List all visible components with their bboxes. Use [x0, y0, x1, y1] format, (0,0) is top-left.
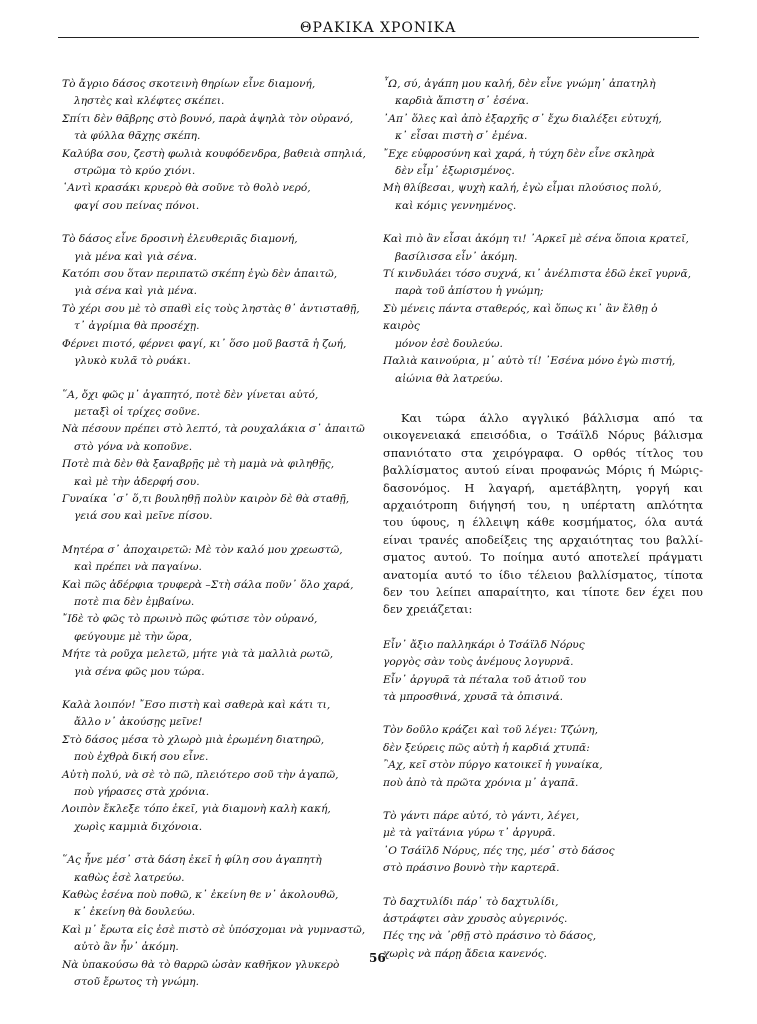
commentary-paragraph — [383, 410, 703, 619]
poem-continuation — [383, 76, 703, 388]
verse-line: Τὸ γάντι πάρε αὐτό, τὸ γάντι, λέγει, — [383, 810, 580, 823]
prose-line: είναι τρανές αποδείξεις της αρχαιότητας του βαλλί- — [383, 532, 703, 547]
verse-line: καὶ μὲ τὴν ἀδερφή σου. — [74, 475, 200, 488]
verse-line: κ᾽ εἶσαι πιστὴ σ᾽ ἐμένα. — [395, 130, 528, 143]
verse-line: στὸ γόνα νὰ κοποῦνε. — [74, 440, 193, 453]
verse-line: γιὰ σένα φῶς μου τώρα. — [74, 665, 205, 678]
verse-line: κ᾽ ἐκείνη θὰ δουλεύω. — [74, 906, 196, 919]
prose-line: οικογενειακά επεισόδια, ο Τσάϊλδ Νόρυς βάλισμα — [383, 428, 703, 443]
verse-line: Φέρνει πιοτό, φέρνει φαγί, κι᾽ ὅσο μοῦ βαστᾶ ἡ ζωή, — [62, 337, 347, 350]
verse-line: Νὰ πέσουν πρέπει στὸ λεπτό, τὰ ρουχαλάκια σ᾽ ἀπαιτῶ — [62, 423, 365, 436]
stanza — [383, 231, 703, 388]
verse-line: στὸ πράσινο βουνὸ τὴν καρτερᾶ. — [383, 862, 560, 875]
verse-line: Καθὼς ἐσένα ποὺ ποθῶ, κ᾽ ἐκείνη θε ν᾽ ἀκολουθῶ, — [62, 889, 339, 902]
verse-line: Ποτὲ πιὰ δὲν θὰ ξαναβρῇς μὲ τὴ μαμὰ νὰ φιληθῇς, — [62, 458, 335, 471]
verse-line: καιρὸς — [383, 320, 420, 333]
stanza — [62, 697, 370, 836]
verse-line: ποὺ ἀπὸ τὰ πρῶτα χρόνια μ᾽ ἀγαπᾶ. — [383, 776, 579, 789]
verse-line: Αὐτὴ πολύ, νὰ σὲ τὸ πῶ, πλειότερο σοῦ τὴν ἀγαπῶ, — [62, 768, 339, 781]
verse-line: παρὰ τοῦ ἀπίστου ἡ γνώμη; — [395, 285, 544, 298]
prose-line: δασονόμος. Η λαγαρή, αμετάβλητη, γοργή και — [383, 480, 703, 495]
verse-line: Καὶ μ᾽ ἔρωτα εἰς ἐσὲ πιστὸ σὲ ὑπόσχομαι νὰ γυμναστῶ, — [62, 923, 366, 936]
verse-line: φαγί σου πείνας πόνοι. — [74, 199, 200, 212]
prose-line: σπανιότατο στα χειρόγραφα. Ο ορθός τίτλος του — [383, 445, 703, 460]
prose-line: βαλλίσματος αυτού είναι προφανώς Μόρις ή Μώρις- — [383, 463, 703, 478]
verse-line: μεταξὶ οἱ τρίχες σοῦνε. — [74, 405, 201, 418]
verse-line: Καὶ πιὸ ἂν εἶσαι ἀκόμη τι! ᾽Αρκεῖ μὲ σένα ὅποια κρατεῖ, — [383, 233, 689, 246]
stanza — [383, 722, 703, 792]
verse-line: ᾽Ο Τσάϊλδ Νόρυς, πές της, μέσ᾽ στὸ δάσος — [383, 844, 615, 857]
verse-line: Νὰ ὑπακούσω θὰ τὸ θαρρῶ ὡσὰν καθῆκον γλυκερὸ — [62, 958, 340, 971]
verse-line: στοῦ ἔρωτος τὴ γνώμη. — [74, 976, 199, 989]
verse-line: τὰ φύλλα θᾶχῃς σκέπη. — [74, 130, 201, 143]
verse-line: ῞Ας ἦνε μέσ᾽ στὰ δάση ἐκεῖ ἡ φίλη σου ἀγαπητὴ — [62, 854, 322, 867]
verse-line: μὲ τὰ γαϊτάνια γύρω τ᾽ ἀργυρᾶ. — [383, 827, 556, 840]
prose-line: Και τώρα άλλο αγγλικό βάλλισμα από τα — [401, 410, 703, 425]
ballad-excerpt — [383, 637, 703, 964]
verse-line: τ᾽ ἀγρίμια θὰ προσέχῃ. — [74, 320, 200, 333]
stanza — [62, 76, 370, 215]
verse-line: ῎Ιδὲ τὸ φῶς τὸ πρωινὸ πῶς φώτισε τὸν οὐρανό, — [62, 613, 318, 626]
verse-line: ᾽Απ᾽ ὅλες καὶ ἀπὸ ἐξαρχῆς σ᾽ ἔχω διαλέξει εὐτυχή, — [383, 112, 662, 125]
verse-line: Σπίτι δὲν θᾶβρης στὸ βουνό, παρὰ ἀψηλὰ τὸν οὐρανό, — [62, 112, 354, 125]
page-number: 56 — [369, 951, 386, 965]
verse-line: ῞Α, ὄχι φῶς μ᾽ ἀγαπητό, ποτὲ δὲν γίνεται αὐτό, — [62, 388, 319, 401]
verse-line: ληστὲς καὶ κλέφτες σκέπει. — [74, 95, 225, 108]
prose-line: δεν του λείπει απαραίτητο, και τίποτε δεν έχει που — [383, 584, 703, 599]
verse-line: χωρὶς καμμιὰ διχόνοια. — [74, 820, 203, 833]
verse-line: Τὸ ἄγριο δάσος σκοτεινὴ θηρίων εἶνε διαμονή, — [62, 78, 316, 90]
verse-line: Παλιὰ καινούρια, μ᾽ αὐτὸ τί! ᾽Εσένα μόνο ἐγὼ πιστή, — [383, 355, 676, 368]
verse-line: δὲν εἶμ᾽ ἐξωρισμένος. — [395, 165, 515, 178]
verse-line: Τὸν δοῦλο κράζει καὶ τοῦ λέγει: Τζώνη, — [383, 724, 598, 737]
verse-line: Καλὰ λοιπόν! ῎Εσο πιστὴ καὶ σαθερὰ καὶ κάτι τι, — [62, 699, 331, 711]
verse-line: Μήτε τὰ ροῦχα μελετῶ, μήτε γιὰ τὰ μαλλιὰ ρωτῶ, — [62, 648, 334, 661]
verse-line: τὰ μπροσθινά, χρυσᾶ τὰ ὀπισινά. — [383, 691, 563, 703]
verse-line: Στὸ δάσος μέσα τὸ χλωρὸ μιὰ ἐρωμένη διατηρῶ, — [62, 733, 325, 746]
running-header: ΘΡΑΚΙΚΑ ΧΡΟΝΙΚΑ — [300, 20, 457, 36]
prose-line: δεν χρειάζεται: — [383, 602, 473, 617]
prose-line: σματος αυτού. Το ποίημα αυτό αποτελεί πράγματι — [383, 550, 703, 565]
verse-line: ποὺ ἐχθρὰ δική σου εἶνε. — [74, 751, 209, 764]
verse-line: καθὼς ἐσὲ λατρεύω. — [74, 871, 185, 884]
prose-line: του ύφους, η έλλειψη κάθε κοσμήματος, όλα αυτά — [383, 515, 703, 530]
stanza — [383, 637, 703, 707]
verse-line: ἀστράφτει σὰν χρυσὸς αὐγερινός. — [383, 913, 568, 926]
verse-line: ἄλλο ν᾽ ἀκούσῃς μεῖνε! — [74, 716, 203, 729]
verse-line: ῎Εχε εὐφροσύνη καὶ χαρά, ἡ τύχη δὲν εἶνε σκληρὰ — [383, 147, 655, 160]
verse-line: γλυκὸ κυλᾶ τὸ ρυάκι. — [74, 355, 191, 368]
verse-line: γειά σου καὶ μεῖνε πίσου. — [74, 510, 213, 523]
verse-line: Καλύβα σου, ζεστὴ φωλιὰ κουφόδενδρα, βαθειὰ σπηλιά, — [62, 147, 366, 160]
prose-line: αρχαιότροπη διήγησή του, η υπέρτατη απλότητα — [383, 497, 703, 512]
verse-line: καὶ κόμις γεννημένος. — [395, 199, 517, 212]
verse-line: χωρὶς νὰ πάρῃ ἄδεια κανενός. — [383, 947, 547, 960]
verse-line: Τὸ δαχτυλίδι πάρ᾽ τὸ δαχτυλίδι, — [383, 895, 559, 908]
verse-line: αὐτὸ ἂν ἦν᾽ ἀκόμη. — [74, 941, 179, 954]
verse-line: στρῶμα τὸ κρύο χιόνι. — [74, 165, 196, 178]
stanza — [383, 76, 703, 215]
stanza — [62, 852, 370, 991]
verse-line: γιὰ σένα καὶ γιὰ μένα. — [74, 285, 198, 298]
verse-line: Μὴ θλίβεσαι, ψυχὴ καλή, ἐγὼ εἶμαι πλούσιος πολύ, — [383, 182, 662, 195]
stanza — [62, 231, 370, 370]
verse-line: Λοιπὸν ἔκλεξε τόπο ἐκεῖ, γιὰ διαμονὴ καλὴ κακή, — [62, 803, 331, 816]
verse-line: ποὺ γήρασες στὰ χρόνια. — [74, 786, 210, 799]
stanza — [383, 894, 703, 964]
verse-line: Τί κινδυλάει τόσο συχνά, κι᾽ ἀνέλπιστα ἐδῶ ἐκεῖ γυρνᾶ, — [383, 268, 692, 281]
stanza — [62, 542, 370, 681]
stanza — [383, 808, 703, 878]
verse-line: γοργὸς σὰν τοὺς ἀνέμους λογυρνᾶ. — [383, 656, 574, 669]
verse-line: Μητέρα σ᾽ ἀποχαιρετῶ: Μὲ τὸν καλό μου χρεωστῶ, — [62, 543, 343, 556]
verse-line: αἰώνια θὰ λατρεύω. — [395, 372, 504, 385]
verse-line: Κατόπι σου ὅταν περιπατῶ σκέπη ἐγὼ δὲν ἀπαιτῶ, — [62, 268, 338, 281]
verse-line: Εἶν᾽ ἄξιο παλληκάρι ὁ Τσάϊλδ Νόρυς — [383, 638, 585, 651]
verse-line: ῾Αντὶ κρασάκι κρυερὸ θὰ σοῦνε τὸ θολὸ νερό, — [62, 182, 311, 195]
verse-line: φεύγουμε μὲ τὴν ὥρα, — [74, 630, 192, 643]
verse-line: Σὺ μένεις πάντα σταθερός, καὶ ὅπως κι᾽ ἂν ἔλθῃ ὁ — [383, 302, 658, 315]
verse-line: καρδιὰ ἄπιστη σ᾽ ἐσένα. — [395, 95, 529, 108]
verse-line: δὲν ξεύρεις πῶς αὐτὴ ἡ καρδιά χτυπᾶ: — [383, 741, 590, 754]
stanza — [62, 387, 370, 526]
prose-line: ανατομία αυτό το ίδιο τέλειου βαλλίσματος, τίποτα — [383, 567, 703, 582]
verse-line: Εἶν᾽ ἀργυρᾶ τὰ πέταλα τοῦ ἀτιοῦ του — [383, 673, 587, 686]
header-rule — [58, 37, 699, 38]
left-column — [62, 76, 370, 1008]
verse-line: ποτὲ πια δὲν ἐμβαίνω. — [74, 595, 195, 608]
verse-line: γιὰ μένα καὶ γιὰ σένα. — [74, 250, 198, 263]
verse-line: καὶ πρέπει νὰ παγαίνω. — [74, 561, 202, 574]
verse-line: Πές της νὰ ᾽ρθῇ στὸ πράσινο τὸ δάσος, — [383, 930, 597, 943]
verse-line: μόνον ἐσὲ δουλεύω. — [395, 337, 503, 350]
verse-line: Καὶ πῶς ἀδέρφια τρυφερὰ –Στὴ σάλα ποῦν᾽ ὅλο χαρά, — [62, 578, 354, 591]
verse-line: ῏Ω, σύ, ἀγάπη μου καλή, δὲν εἶνε γνώμη᾽ ἀπατηλὴ — [383, 78, 656, 90]
verse-line: ῍Αχ, κεῖ στὸν πύργο κατοικεῖ ἡ γυναίκα, — [383, 759, 603, 772]
verse-line: βασίλισσα εἶν᾽ ἀκόμη. — [395, 250, 518, 263]
right-column — [383, 76, 703, 979]
verse-line: Γυναίκα ᾽σ᾽ ὅ,τι βουληθῇ πολὺν καιρὸν δὲ θὰ σταθῇ, — [62, 492, 350, 505]
verse-line: Τὸ χέρι σου μὲ τὸ σπαθὶ εἰς τοὺς ληστὰς θ᾽ ἀντισταθῇ, — [62, 302, 360, 315]
verse-line: Τὸ δάσος εἶνε δροσινὴ ἐλευθεριᾶς διαμονή, — [62, 233, 298, 246]
